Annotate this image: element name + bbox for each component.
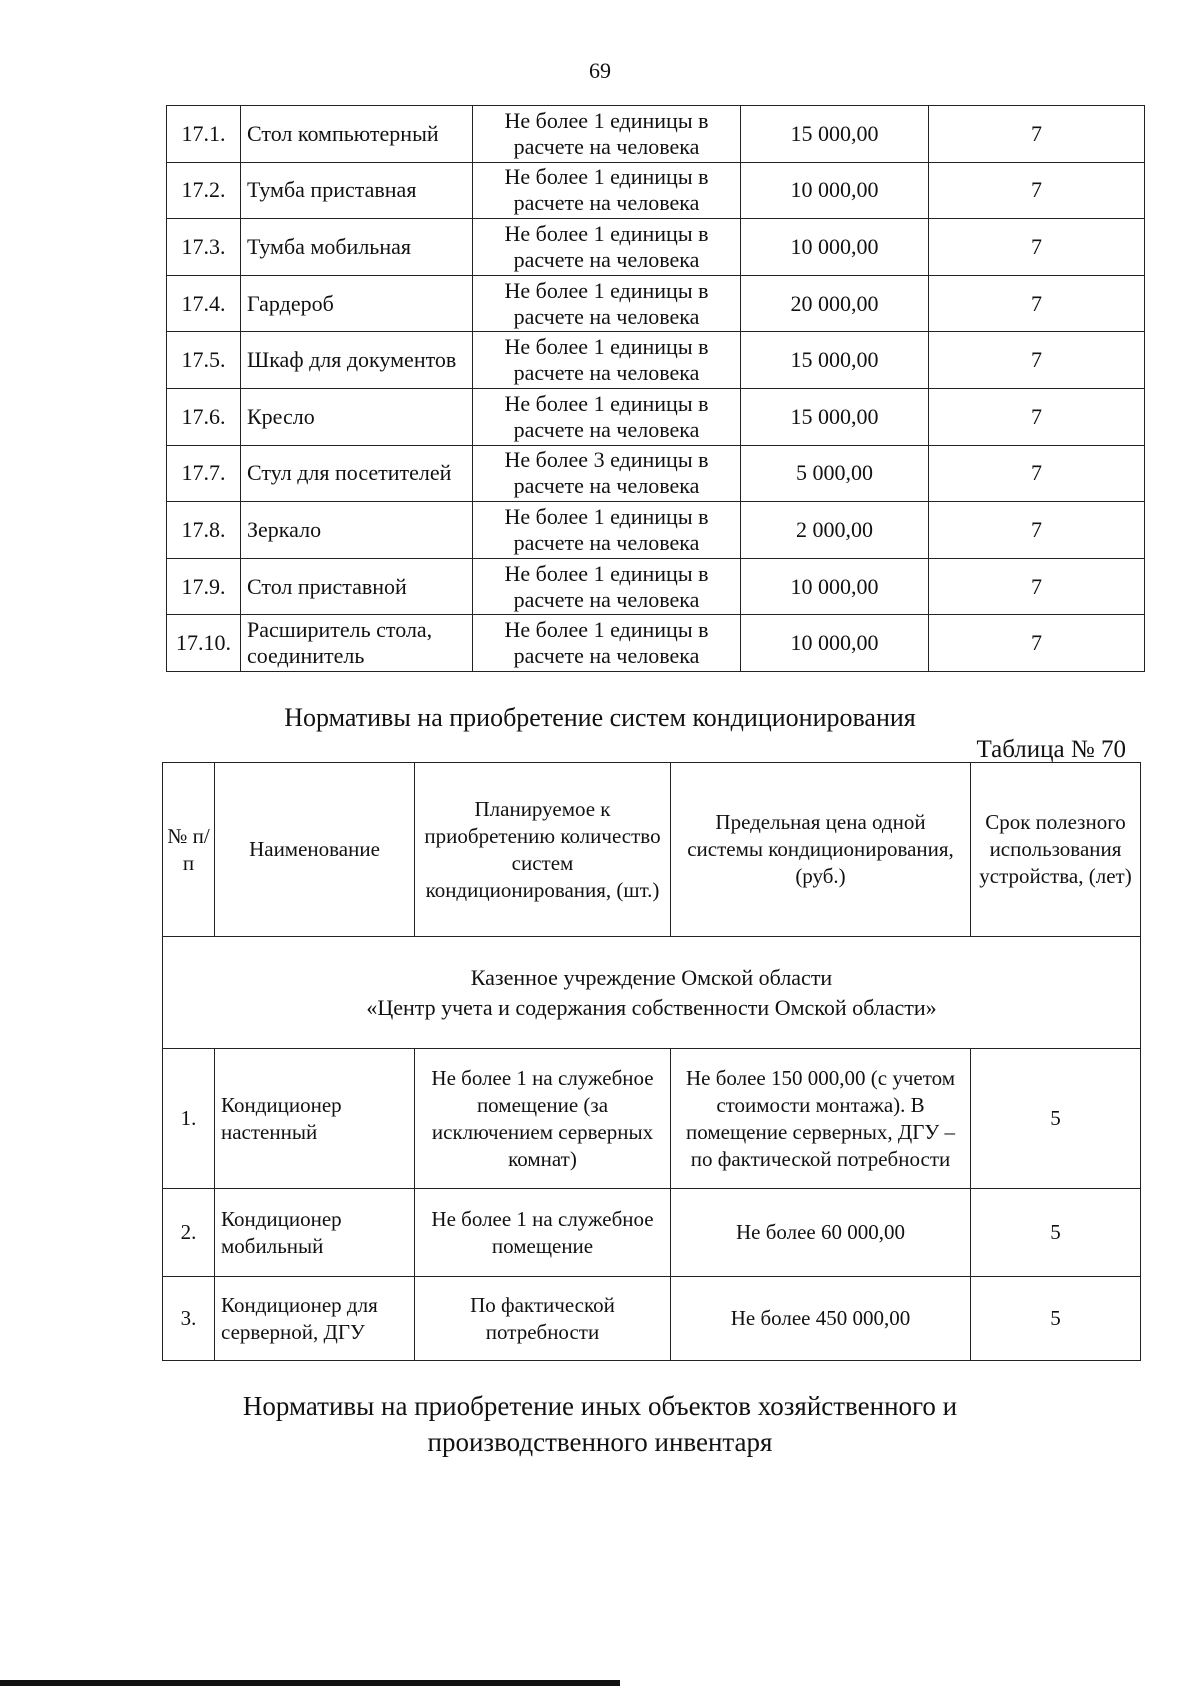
item-name: Расширитель стола, соединитель bbox=[241, 615, 473, 672]
next-section-heading: Нормативы на приобретение иных объектов хозяйственного и производственного инвентаря bbox=[242, 1391, 958, 1457]
row-number: 17.9. bbox=[167, 558, 241, 615]
item-quantity: Не более 3 единицы в расчете на человека bbox=[473, 445, 741, 502]
item-name: Тумба мобильная bbox=[241, 219, 473, 276]
org-line-1: Казенное учреждение Омской области bbox=[470, 964, 833, 990]
item-lifetime: 5 bbox=[971, 1277, 1141, 1361]
item-quantity: Не более 1 единицы в расчете на человека bbox=[473, 219, 741, 276]
header-qty: Планируемое к приобретению количество систем кондиционирования, (шт.) bbox=[415, 763, 671, 937]
item-name: Гардероб bbox=[241, 275, 473, 332]
item-lifetime: 7 bbox=[929, 502, 1145, 559]
item-name: Кондиционер настенный bbox=[215, 1049, 415, 1189]
row-number: 17.7. bbox=[167, 445, 241, 502]
table-row bbox=[167, 445, 1145, 502]
scan-edge-bar bbox=[0, 1680, 620, 1686]
item-quantity: Не более 1 на служебное помещение bbox=[415, 1189, 671, 1277]
org-line-2: «Центр учета и содержания собственности Омской области» bbox=[366, 994, 937, 1020]
item-name: Тумба приставная bbox=[241, 162, 473, 219]
table-row bbox=[167, 388, 1145, 445]
item-quantity: По фактической потребности bbox=[415, 1277, 671, 1361]
org-row bbox=[163, 937, 1141, 1049]
item-quantity: Не более 1 единицы в расчете на человека bbox=[473, 162, 741, 219]
header-price: Предельная цена одной системы кондиционирования, (руб.) bbox=[671, 763, 971, 937]
table-header-row bbox=[163, 763, 1141, 937]
row-number: 2. bbox=[163, 1189, 215, 1277]
item-lifetime: 7 bbox=[929, 275, 1145, 332]
table-row bbox=[167, 332, 1145, 389]
row-number: 17.4. bbox=[167, 275, 241, 332]
item-price: 10 000,00 bbox=[741, 558, 929, 615]
header-life: Срок полезного использования устройства, (лет) bbox=[971, 763, 1141, 937]
table-row bbox=[167, 219, 1145, 276]
row-number: 17.3. bbox=[167, 219, 241, 276]
table-row bbox=[163, 1189, 1141, 1277]
org-cell bbox=[163, 937, 1141, 1049]
item-price: 10 000,00 bbox=[741, 162, 929, 219]
item-name: Кондиционер для серверной, ДГУ bbox=[215, 1277, 415, 1361]
row-number: 1. bbox=[163, 1049, 215, 1189]
row-number: 17.10. bbox=[167, 615, 241, 672]
table-row bbox=[167, 162, 1145, 219]
row-number: 3. bbox=[163, 1277, 215, 1361]
item-lifetime: 5 bbox=[971, 1189, 1141, 1277]
item-name: Стол компьютерный bbox=[241, 106, 473, 163]
item-lifetime: 7 bbox=[929, 162, 1145, 219]
item-name: Кресло bbox=[241, 388, 473, 445]
item-price: Не более 60 000,00 bbox=[671, 1189, 971, 1277]
row-number: 17.2. bbox=[167, 162, 241, 219]
item-price: 2 000,00 bbox=[741, 502, 929, 559]
item-lifetime: 5 bbox=[971, 1049, 1141, 1189]
item-quantity: Не более 1 единицы в расчете на человека bbox=[473, 332, 741, 389]
row-number: 17.5. bbox=[167, 332, 241, 389]
item-price: 15 000,00 bbox=[741, 388, 929, 445]
header-num: № п/п bbox=[163, 763, 215, 937]
item-quantity: Не более 1 единицы в расчете на человека bbox=[473, 106, 741, 163]
item-lifetime: 7 bbox=[929, 106, 1145, 163]
item-lifetime: 7 bbox=[929, 445, 1145, 502]
item-price: Не более 150 000,00 (с учетом стоимости монтажа). В помещение серверных, ДГУ – по фактической потребности bbox=[671, 1049, 971, 1189]
table-caption: Таблица № 70 bbox=[976, 736, 1126, 763]
table-row bbox=[167, 558, 1145, 615]
header-name: Наименование bbox=[215, 763, 415, 937]
ac-section-heading: Нормативы на приобретение систем кондиционирования bbox=[284, 703, 916, 732]
item-price: 10 000,00 bbox=[741, 219, 929, 276]
item-quantity: Не более 1 единицы в расчете на человека bbox=[473, 615, 741, 672]
table-row bbox=[167, 275, 1145, 332]
item-price: 10 000,00 bbox=[741, 615, 929, 672]
item-quantity: Не более 1 единицы в расчете на человека bbox=[473, 388, 741, 445]
table-row bbox=[163, 1049, 1141, 1189]
item-quantity: Не более 1 единицы в расчете на человека bbox=[473, 502, 741, 559]
table-row bbox=[167, 106, 1145, 163]
item-lifetime: 7 bbox=[929, 615, 1145, 672]
item-quantity: Не более 1 единицы в расчете на человека bbox=[473, 275, 741, 332]
item-name: Кондиционер мобильный bbox=[215, 1189, 415, 1277]
item-quantity: Не более 1 на служебное помещение (за исключением серверных комнат) bbox=[415, 1049, 671, 1189]
item-name: Стол приставной bbox=[241, 558, 473, 615]
row-number: 17.1. bbox=[167, 106, 241, 163]
item-price: 15 000,00 bbox=[741, 332, 929, 389]
item-price: 5 000,00 bbox=[741, 445, 929, 502]
item-price: 15 000,00 bbox=[741, 106, 929, 163]
item-name: Зеркало bbox=[241, 502, 473, 559]
item-lifetime: 7 bbox=[929, 332, 1145, 389]
table-row bbox=[163, 1277, 1141, 1361]
item-price: Не более 450 000,00 bbox=[671, 1277, 971, 1361]
item-lifetime: 7 bbox=[929, 558, 1145, 615]
table-row bbox=[167, 615, 1145, 672]
item-name: Шкаф для документов bbox=[241, 332, 473, 389]
row-number: 17.6. bbox=[167, 388, 241, 445]
furniture-table bbox=[166, 105, 1145, 672]
item-quantity: Не более 1 единицы в расчете на человека bbox=[473, 558, 741, 615]
item-name: Стул для посетителей bbox=[241, 445, 473, 502]
row-number: 17.8. bbox=[167, 502, 241, 559]
item-lifetime: 7 bbox=[929, 388, 1145, 445]
item-lifetime: 7 bbox=[929, 219, 1145, 276]
item-price: 20 000,00 bbox=[741, 275, 929, 332]
air-conditioning-table bbox=[162, 762, 1141, 1361]
page-number: 69 bbox=[589, 58, 611, 83]
table-row bbox=[167, 502, 1145, 559]
